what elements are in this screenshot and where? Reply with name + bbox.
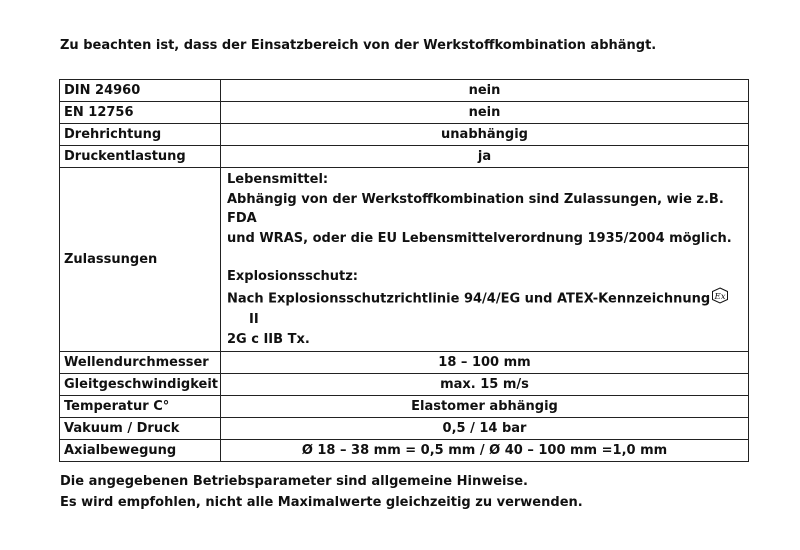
row-label-axialbewegung: Axialbewegung [60,440,221,462]
food-heading: Lebensmittel: [227,172,329,187]
row-value-vakuum-druck: 0,5 / 14 bar [221,418,749,440]
ex-text-line-2: 2G c IIB Tx. [227,331,310,347]
ex-heading: Explosionsschutz: [227,269,359,284]
spacer [227,248,742,267]
ex-symbol-label: Ex [714,291,726,302]
row-label-gleitgeschwindigkeit: Gleitgeschwindigkeit [60,374,221,396]
row-value-drehrichtung: unabhängig [221,124,749,146]
table-row [60,374,749,396]
table-row-zulassungen [60,168,749,352]
table-row [60,80,749,102]
table-row [60,440,749,462]
footer-line-2: Es wird empfohlen, nicht alle Maximalwerte gleichzeitig zu verwenden. [60,495,583,510]
food-text-line-2: und WRAS, oder die EU Lebensmittelverordnung 1935/2004 möglich. [227,230,732,246]
specification-table [59,79,749,462]
zulassungen-details [221,168,749,352]
row-value-din: nein [221,80,749,102]
intro-text: Zu beachten ist, dass der Einsatzbereich von der Werkstoffkombination abhängt. [60,38,657,53]
table-row [60,352,749,374]
row-label-druckentlastung: Druckentlastung [60,146,221,168]
footer-line-1: Die angegebenen Betriebsparameter sind allgemeine Hinweise. [60,474,528,489]
row-label-temperatur: Temperatur C° [60,396,221,418]
row-value-druckentlastung: ja [221,146,749,168]
row-value-axialbewegung: Ø 18 – 38 mm = 0,5 mm / Ø 40 – 100 mm =1,0 mm [221,440,749,462]
row-value-temperatur: Elastomer abhängig [221,396,749,418]
row-label-vakuum-druck: Vakuum / Druck [60,418,221,440]
row-label-wellendurchmesser: Wellendurchmesser [60,352,221,374]
row-label-zulassungen: Zulassungen [60,168,221,352]
ex-text-1: Nach Explosionsschutzrichtlinie 94/4/EG und ATEX-Kennzeichnung [227,290,711,306]
ex-text-line-1 [227,287,742,330]
row-value-wellendurchmesser: 18 – 100 mm [221,352,749,374]
footer-notes [60,471,583,513]
row-label-din: DIN 24960 [60,80,221,102]
table-row [60,124,749,146]
food-text-line-1: Abhängig von der Werkstoffkombination sind Zulassungen, wie z.B. FDA [227,191,724,226]
row-label-drehrichtung: Drehrichtung [60,124,221,146]
ex-text-2: II [249,312,259,327]
table-row [60,418,749,440]
table-row [60,396,749,418]
row-value-en: nein [221,102,749,124]
explosion-protection-icon [711,287,729,311]
row-label-en: EN 12756 [60,102,221,124]
row-value-gleitgeschwindigkeit: max. 15 m/s [221,374,749,396]
table-row [60,146,749,168]
table-row [60,102,749,124]
